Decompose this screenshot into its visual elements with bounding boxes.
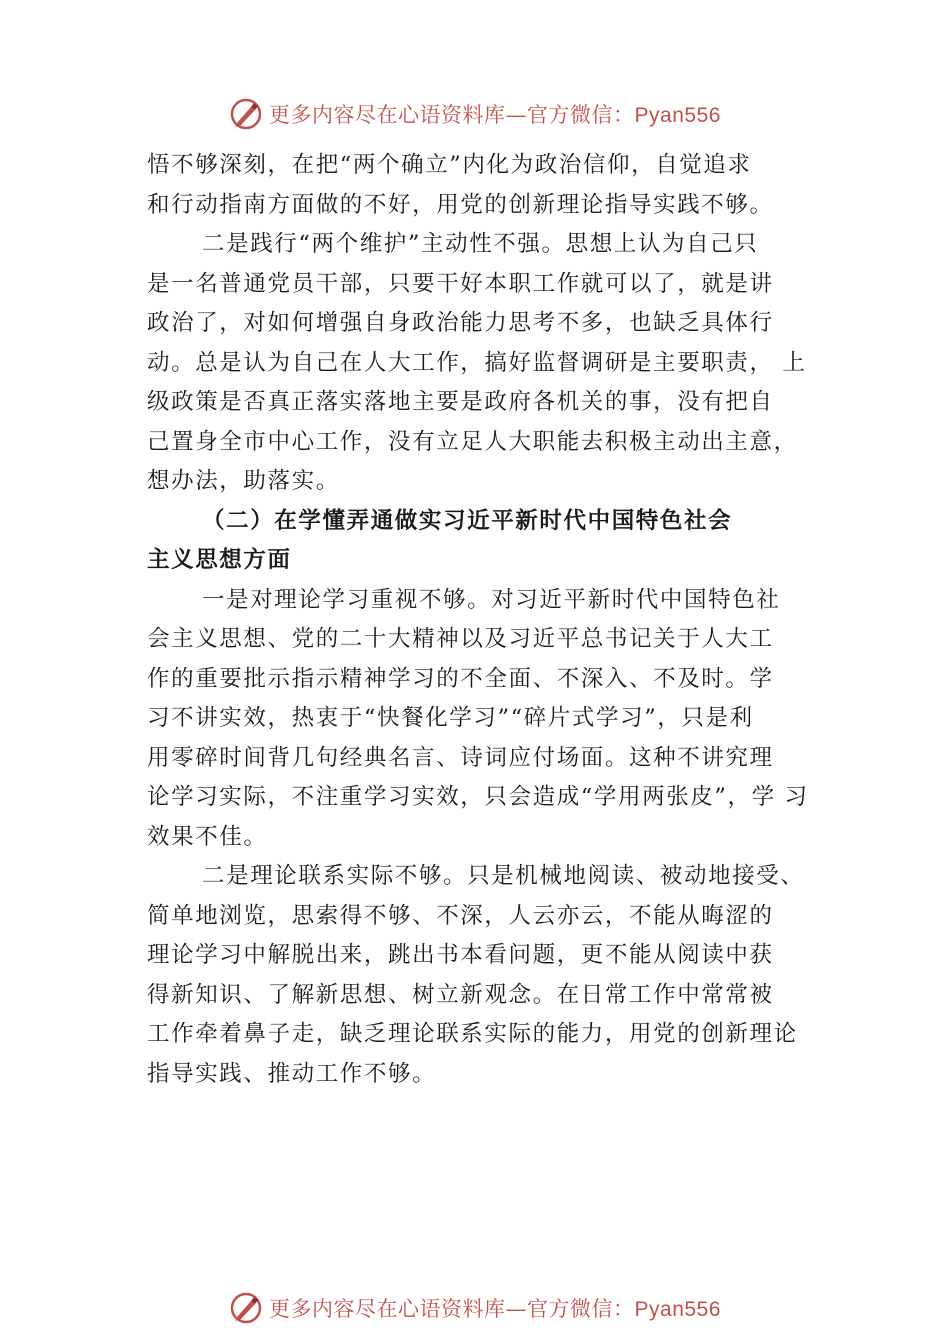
text-line: 是一名普通党员干部，只要干好本职工作就可以了，就是讲: [147, 270, 774, 297]
header-banner-text: [269, 99, 721, 129]
header-banner-official: 官方微信：: [527, 103, 635, 127]
section-heading-line: 主义思想方面: [147, 547, 292, 573]
header-banner-dash: —: [505, 103, 528, 127]
header-banner-wechat: Pyan556: [634, 104, 721, 127]
text-line: 论学习实际，不注重学习实效，只会造成“学用两张皮”，学 习: [147, 784, 809, 810]
pen-logo-icon: [229, 97, 263, 131]
text-line: 指导实践、推动工作不够。: [147, 1060, 437, 1087]
pen-logo-icon: [229, 1291, 263, 1325]
header-banner-main: 更多内容尽在心语资料库: [269, 103, 506, 127]
footer-banner-wechat: Pyan556: [634, 1298, 721, 1321]
footer-banner-text: [269, 1293, 721, 1323]
text-line: 级政策是否真正落实落地主要是政府各机关的事，没有把自: [147, 389, 774, 415]
text-line: 作的重要批示指示精神学习的不全面、不深入、不及时。学: [147, 665, 774, 692]
footer-banner: [0, 1288, 950, 1328]
text-line: 效果不佳。: [147, 823, 268, 850]
text-line: 习不讲实效，热衷于“快餐化学习”“碎片式学习”，只是利: [147, 705, 754, 731]
footer-banner-main: 更多内容尽在心语资料库: [269, 1297, 506, 1321]
footer-banner-official: 官方微信：: [527, 1297, 635, 1321]
text-line: 动。总是认为自己在人大工作，搞好监督调研是主要职责， 上: [147, 349, 807, 376]
text-line: 简单地浏览，思索得不够、不深，人云亦云，不能从晦涩的: [147, 902, 774, 929]
text-line: 理论学习中解脱出来，跳出书本看问题，更不能从阅读中获: [147, 942, 774, 968]
section-heading-line: （二）在学懂弄通做实习近平新时代中国特色社会: [202, 507, 733, 534]
text-line: 用零碎时间背几句经典名言、诗词应付场面。这种不讲究理: [147, 744, 774, 771]
text-line: 工作牵着鼻子走，缺乏理论联系实际的能力，用党的创新理论: [147, 1021, 798, 1047]
footer-banner-dash: —: [505, 1297, 528, 1321]
text-line: 得新知识、了解新思想、树立新观念。在日常工作中常常被: [147, 981, 774, 1008]
paragraph-start-line: 二是践行“两个维护”主动性不强。思想上认为自己只: [202, 231, 759, 257]
paragraph-start-line: 一是对理论学习重视不够。对习近平新时代中国特色社: [202, 586, 781, 613]
document-body: [147, 146, 823, 1094]
text-line: 和行动指南方面做的不好，用党的创新理论指导实践不够。: [147, 191, 774, 218]
text-line: 想办法，助落实。: [147, 468, 340, 494]
text-line: 会主义思想、党的二十大精神以及习近平总书记关于人大工: [147, 626, 774, 652]
paragraph-start-line: 二是理论联系实际不够。只是机械地阅读、被动地接受、: [202, 863, 805, 889]
text-line: 悟不够深刻，在把“两个确立”内化为政治信仰，自觉追求: [147, 152, 752, 178]
text-line: 己置身全市中心工作，没有立足人大职能去积极主动出主意，: [147, 428, 798, 455]
text-line: 政治了，对如何增强自身政治能力思考不多，也缺乏具体行: [147, 310, 774, 336]
header-banner: [0, 94, 950, 134]
